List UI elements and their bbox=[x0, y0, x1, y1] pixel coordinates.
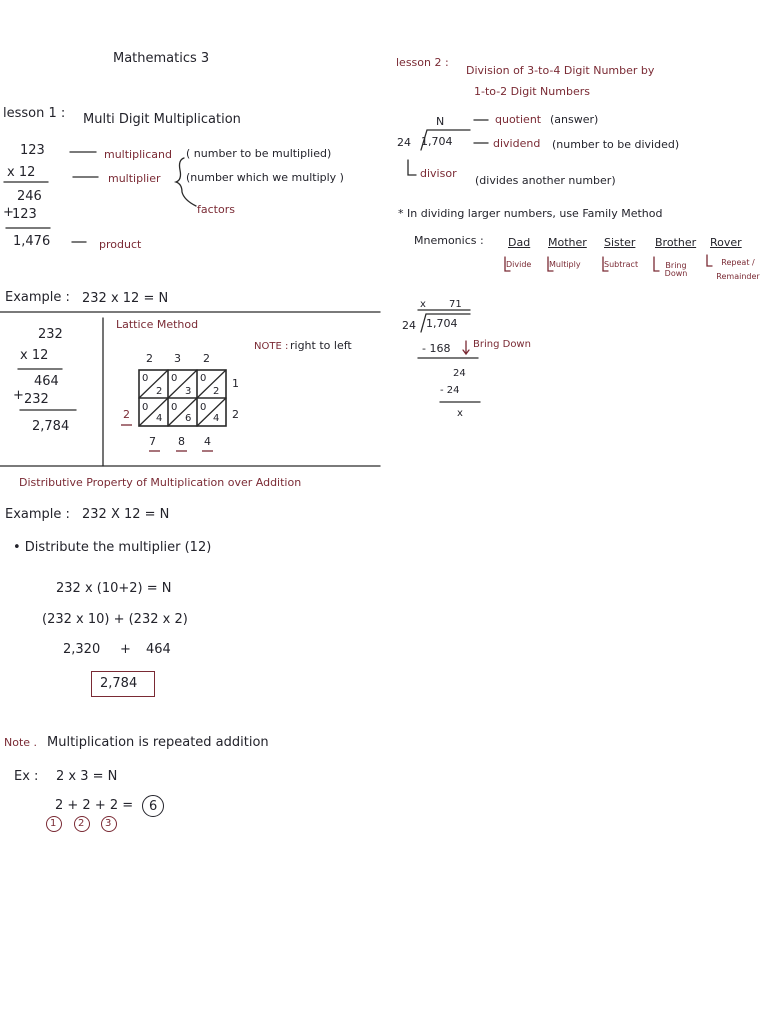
work-x: x bbox=[420, 299, 426, 310]
lattice-cell-digit: 4 bbox=[156, 413, 163, 424]
page-title: Mathematics 3 bbox=[113, 51, 210, 66]
lattice-cell-digit: 0 bbox=[142, 373, 149, 384]
lattice-top-digit: 3 bbox=[174, 352, 181, 365]
mnemonic-meaning: Subtract bbox=[604, 260, 639, 269]
distributive-line-3-b: 464 bbox=[146, 642, 171, 657]
distributive-line-3-a: 2,320 bbox=[63, 642, 101, 657]
long-mult-result: 2,784 bbox=[32, 419, 70, 434]
lattice-right-digit: 1 bbox=[232, 377, 239, 390]
lattice-cell-digit: 0 bbox=[200, 402, 207, 413]
mnemonic-word: Brother bbox=[655, 236, 697, 249]
distributive-example-expression: 232 X 12 = N bbox=[82, 507, 170, 522]
distributive-line-1: 232 x (10+2) = N bbox=[56, 581, 172, 596]
distributive-example-label: Example : bbox=[5, 507, 70, 522]
lattice-bottom-digit: 4 bbox=[204, 435, 211, 448]
count-marker: 3 bbox=[105, 818, 112, 829]
mnemonic-meaning: Bring Down bbox=[664, 261, 688, 278]
note-mult-sum-result: 6 bbox=[149, 799, 158, 814]
count-marker: 1 bbox=[50, 818, 57, 829]
multiplicand-label: multiplicand bbox=[104, 148, 172, 161]
long-mult-top: 232 bbox=[38, 327, 63, 342]
distributive-heading: Distributive Property of Multiplication over Addition bbox=[19, 476, 302, 489]
mnemonic-word: Rover bbox=[710, 236, 742, 249]
long-mult-partial-2: 232 bbox=[24, 392, 49, 407]
divisor-description: (divides another number) bbox=[475, 174, 616, 187]
dividend-number: 1,704 bbox=[421, 135, 453, 148]
lattice-left-digit: 2 bbox=[123, 408, 130, 421]
dividend-label: dividend bbox=[493, 137, 541, 150]
lattice-note-text: right to left bbox=[290, 339, 352, 352]
lattice-top-digit: 2 bbox=[203, 352, 210, 365]
lesson1-partial-product-2: 123 bbox=[12, 207, 37, 222]
lattice-title: Lattice Method bbox=[116, 318, 199, 331]
bring-down-arrow bbox=[463, 341, 469, 354]
lattice-cell-digit: 0 bbox=[171, 373, 178, 384]
long-mult-multiplier: x 12 bbox=[20, 348, 49, 363]
distributive-bullet: • Distribute the multiplier (12) bbox=[13, 540, 212, 555]
note-mult-text: Multiplication is repeated addition bbox=[47, 735, 269, 750]
product-label: product bbox=[99, 238, 142, 251]
multiplier-description: (number which we multiply ) bbox=[186, 171, 344, 184]
work-remainder-24: 24 bbox=[453, 368, 466, 379]
multiplier-label: multiplier bbox=[108, 172, 161, 185]
lattice-cell-digit: 2 bbox=[156, 386, 163, 397]
note-mult-example-expression: 2 x 3 = N bbox=[56, 769, 118, 784]
lattice-cell-digit: 4 bbox=[213, 413, 220, 424]
work-subtract-2: - 24 bbox=[440, 385, 460, 396]
lesson2-title-line-2: 1-to-2 Digit Numbers bbox=[474, 85, 590, 98]
lattice-cell-digit: 0 bbox=[200, 373, 207, 384]
lattice-bottom-digit: 7 bbox=[149, 435, 156, 448]
distributive-line-3-op: + bbox=[120, 642, 131, 657]
mnemonic-meaning: Divide bbox=[506, 260, 532, 269]
lattice-cell-digit: 2 bbox=[213, 386, 220, 397]
lattice-right-digit: 2 bbox=[232, 408, 239, 421]
lattice-top-digit: 2 bbox=[146, 352, 153, 365]
lesson1-multiplicand-number: 123 bbox=[20, 143, 45, 158]
divisor-pointer bbox=[408, 160, 416, 175]
count-marker: 2 bbox=[78, 818, 85, 829]
lesson1-product-number: 1,476 bbox=[13, 234, 51, 249]
quotient-symbol: N bbox=[436, 115, 445, 128]
lattice-cell-digit: 6 bbox=[185, 413, 192, 424]
lesson2-title: Division of 3-to-4 Digit Number by bbox=[466, 64, 655, 77]
note-mult-example-label: Ex : bbox=[14, 769, 39, 784]
lesson1-multiplier-number: x 12 bbox=[7, 165, 36, 180]
lesson1-partial-product-1: 246 bbox=[17, 189, 42, 204]
lattice-cell-digit: 3 bbox=[185, 386, 192, 397]
work-subtract-1: - 168 bbox=[422, 342, 451, 355]
note-mult-label: Note . bbox=[4, 736, 38, 749]
lattice-cell-digit: 0 bbox=[171, 402, 178, 413]
mnemonic-word: Dad bbox=[508, 236, 531, 249]
divisor-number: 24 bbox=[397, 136, 411, 149]
lattice-note-label: NOTE : bbox=[254, 341, 289, 352]
quotient-label: quotient bbox=[495, 113, 542, 126]
distributive-line-2: (232 x 10) + (232 x 2) bbox=[42, 612, 188, 627]
dividend-description: (number to be divided) bbox=[552, 138, 680, 151]
lesson2-number: lesson 2 : bbox=[396, 56, 449, 69]
long-mult-partial-1: 464 bbox=[34, 374, 59, 389]
mnemonics-label: Mnemonics : bbox=[414, 234, 484, 247]
lesson1-number: lesson 1 : bbox=[3, 106, 66, 121]
divisor-label: divisor bbox=[420, 167, 457, 180]
factors-brace bbox=[176, 158, 196, 206]
family-method-tip: * In dividing larger numbers, use Family Method bbox=[398, 207, 663, 220]
long-mult-plus: + bbox=[13, 388, 24, 403]
work-divisor: 24 bbox=[402, 319, 416, 332]
mnemonic-word: Sister bbox=[604, 236, 636, 249]
note-mult-sum: 2 + 2 + 2 = bbox=[55, 798, 134, 813]
lattice-cell-digit: 0 bbox=[142, 402, 149, 413]
example1-label: Example : bbox=[5, 290, 70, 305]
factors-label: factors bbox=[197, 203, 235, 216]
mnemonic-meaning: Multiply bbox=[549, 260, 581, 269]
work-dividend: 1,704 bbox=[426, 317, 458, 330]
division-bracket bbox=[421, 130, 470, 150]
work-end: x bbox=[457, 408, 463, 419]
mnemonic-word: Mother bbox=[548, 236, 587, 249]
work-division-bracket bbox=[421, 314, 470, 332]
work-bring-down: Bring Down bbox=[473, 339, 531, 350]
mnemonic-meaning: Repeat / Remainder bbox=[716, 258, 760, 282]
distributive-result: 2,784 bbox=[100, 676, 138, 691]
lattice-bottom-digit: 8 bbox=[178, 435, 185, 448]
quotient-description: (answer) bbox=[550, 113, 599, 126]
multiplicand-description: ( number to be multiplied) bbox=[186, 147, 332, 160]
work-quotient: 71 bbox=[449, 299, 462, 310]
lesson1-title: Multi Digit Multiplication bbox=[83, 112, 241, 127]
lesson1-plus-sign: + bbox=[3, 205, 14, 220]
example1-expression: 232 x 12 = N bbox=[82, 291, 169, 306]
